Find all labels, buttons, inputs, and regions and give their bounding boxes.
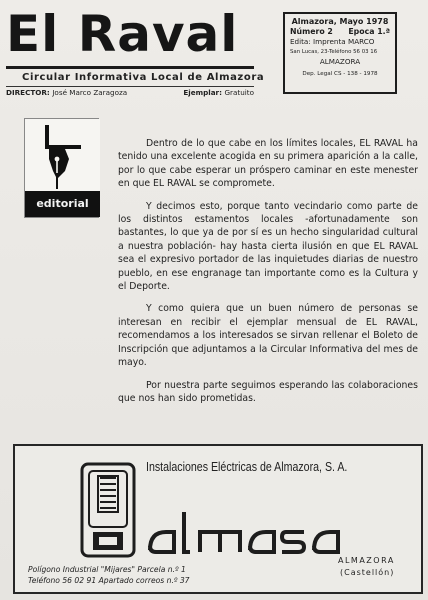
editorial-paragraph: Por nuestra parte seguimos esperando las colaboraciones que nos han sido prometidas. (118, 379, 418, 404)
issue-number-row (290, 27, 390, 37)
director-name: José Marco Zaragoza (52, 88, 128, 97)
issue-number: Número 2 (290, 27, 333, 36)
editorial-body (118, 137, 418, 414)
editorial-badge (24, 118, 99, 218)
issue-editor: Edita: Imprenta MARCO (290, 37, 375, 46)
issue-legal-deposit: Dep. Legal CS - 138 - 1978 (302, 71, 378, 77)
editorial-badge-label: editorial (25, 191, 100, 217)
editorial-paragraph: Y como quiera que un buen número de personas se interesan en recibir el ejemplar mensual de EL RAVAL, recomendamos a los interesados se sirvan rellenar el Boleto de Inscripción que adjuntamos a la Circular Informativa del mes de mayo. (118, 303, 418, 369)
coil-transformer-logo-icon (80, 462, 136, 558)
issue-info-box (283, 12, 397, 94)
ad-city: ALMAZORA (338, 556, 395, 565)
issue-city: ALMAZORA (319, 57, 361, 66)
masthead-rule (6, 66, 254, 69)
masthead-title: El Raval (6, 5, 239, 63)
ad-address-line2: Teléfono 56 02 91 Apartado correos n.º 37 (28, 576, 190, 585)
ejemplar-credit (183, 88, 254, 97)
ad-region: (Castellón) (340, 568, 395, 577)
issue-address: San Lucas, 23-Teléfono 56 03 16 (290, 49, 378, 55)
ad-address-line1: Polígono Industrial "Mijares" Parcela n.º 1 (28, 565, 186, 574)
ejemplar-label: Ejemplar: (183, 88, 222, 97)
masthead-subtitle: Circular Informativa Local de Almazora (22, 72, 265, 83)
director-credit (6, 88, 127, 97)
fountain-pen-nib-icon (25, 119, 100, 193)
editorial-paragraph: Dentro de lo que cabe en los límites locales, EL RAVAL ha tenido una excelente acogida en su primera aparición a la calle, por lo que cabe esperar un próspero caminar en este menester en que EL RAVAL se compromete. (118, 138, 418, 190)
director-label: DIRECTOR: (6, 88, 50, 97)
editorial-paragraph: Y decimos esto, porque tanto vecindario como parte de los distintos estamentos locales -afortunadamente son bastantes, lo que ya de por sí es un hecho singularidad cultural a nuestra población- hay hasta cierta ilusión en que EL RAVAL sea el expresivo portador de las inquietudes diarias de nuestro pueblo, en ese engranage tan importante como es la Cultura y el Deporte. (118, 200, 418, 293)
almasa-brand-logo (146, 504, 372, 560)
issue-epoch: Epoca 1.ª (348, 27, 390, 36)
ad-company-name: Instalaciones Eléctricas de Almazora, S. A. (146, 460, 348, 474)
ejemplar-value: Gratuito (224, 88, 254, 97)
director-line (6, 88, 254, 97)
issue-place-date: Almazora, Mayo 1978 (291, 17, 389, 26)
masthead-rule-thin (6, 86, 254, 87)
